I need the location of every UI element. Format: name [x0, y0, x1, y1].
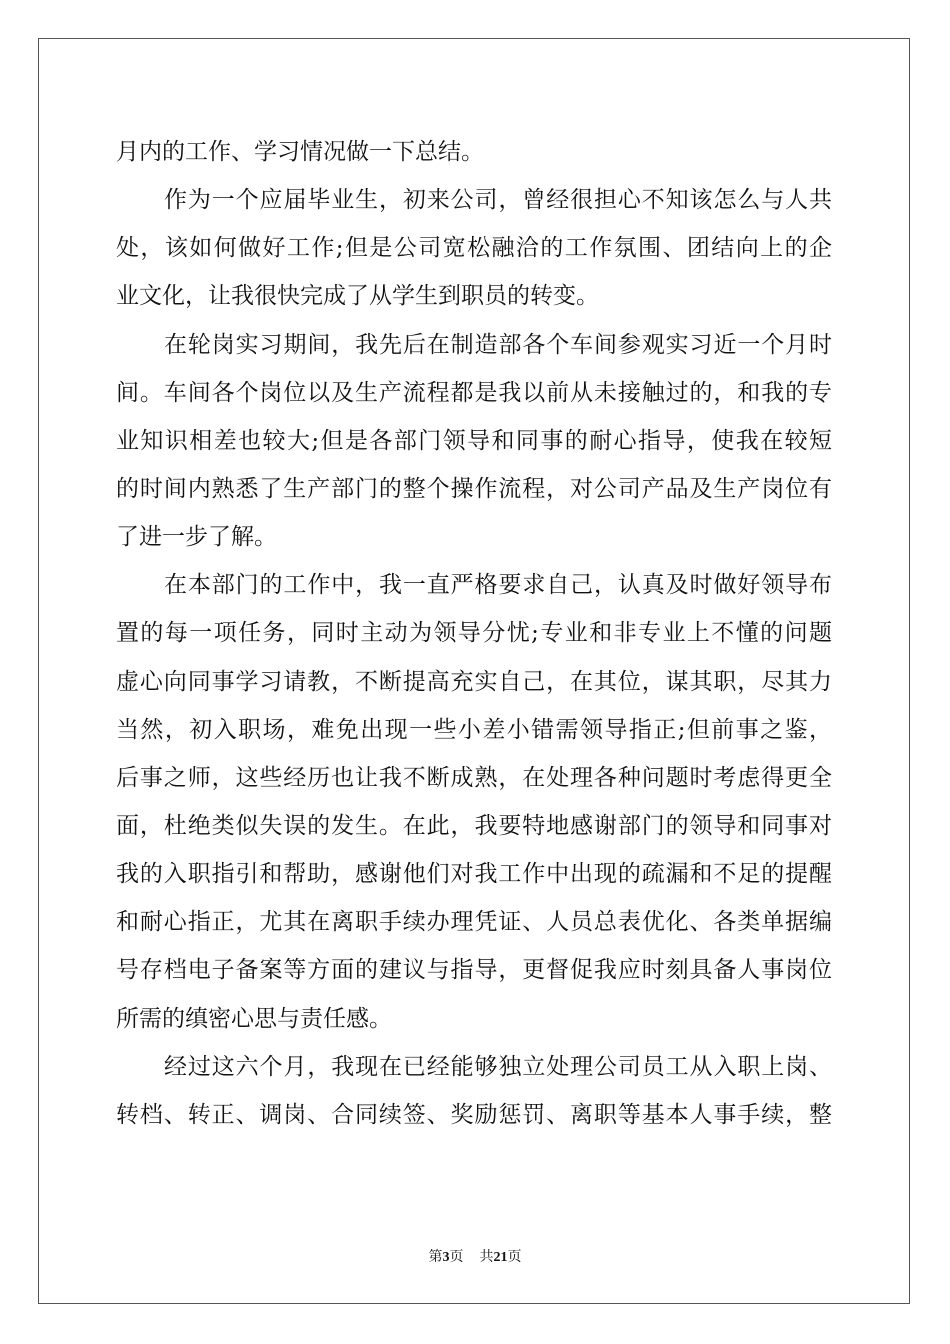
text-line: 号存档电子备案等方面的建议与指导，更督促我应时刻具备人事岗位: [116, 957, 832, 984]
text-line: 在轮岗实习期间，我先后在制造部各个车间参观实习近一个月时: [164, 331, 832, 358]
text-line: 和耐心指正，尤其在离职手续办理凭证、人员总表优化、各类单据编: [116, 909, 832, 936]
text-line: 面，杜绝类似失误的发生。在此，我要特地感谢部门的领导和同事对: [116, 812, 832, 839]
footer-page-suffix: 页: [449, 1249, 464, 1265]
footer-page-number: 3: [442, 1250, 450, 1265]
text-line: 虚心向同事学习请教，不断提高充实自己，在其位，谋其职，尽其力: [116, 668, 832, 695]
text-line: 的时间内熟悉了生产部门的整个操作流程，对公司产品及生产岗位有: [116, 475, 832, 502]
document-body: [116, 128, 832, 1139]
text-line: 在本部门的工作中，我一直严格要求自己，认真及时做好领导布: [164, 572, 832, 599]
text-line: 转档、转正、调岗、合同续签、奖励惩罚、离职等基本人事手续，整: [116, 1101, 832, 1128]
text-line: 间。车间各个岗位以及生产流程都是我以前从未接触过的，和我的专: [116, 379, 832, 406]
text-line: 当然，初入职场，难免出现一些小差小错需领导指正;但前事之鉴，: [116, 716, 832, 743]
page-footer: [0, 1246, 950, 1266]
footer-total-prefix: 共: [479, 1249, 494, 1265]
text-line: 作为一个应届毕业生，初来公司，曾经很担心不知该怎么与人共: [164, 187, 832, 214]
footer-total-suffix: 页: [507, 1249, 522, 1265]
text-line: 置的每一项任务，同时主动为领导分忧;专业和非专业上不懂的问题: [116, 620, 832, 647]
text-line: 业知识相差也较大;但是各部门领导和同事的耐心指导，使我在较短: [116, 427, 832, 454]
text-line: 了进一步了解。: [116, 524, 277, 551]
text-line: 经过这六个月，我现在已经能够独立处理公司员工从入职上岗、: [164, 1053, 832, 1080]
text-line: 后事之师，这些经历也让我不断成熟，在处理各种问题时考虑得更全: [116, 764, 832, 791]
text-line: 所需的缜密心思与责任感。: [116, 1005, 392, 1032]
text-line: 我的入职指引和帮助，感谢他们对我工作中出现的疏漏和不足的提醒: [116, 861, 832, 888]
text-line: 业文化，让我很快完成了从学生到职员的转变。: [116, 283, 599, 310]
text-line: 处，该如何做好工作;但是公司宽松融洽的工作氛围、团结向上的企: [116, 235, 832, 262]
footer-total-pages: 21: [493, 1250, 508, 1265]
footer-page-prefix: 第: [428, 1249, 443, 1265]
text-line: 月内的工作、学习情况做一下总结。: [116, 139, 484, 165]
